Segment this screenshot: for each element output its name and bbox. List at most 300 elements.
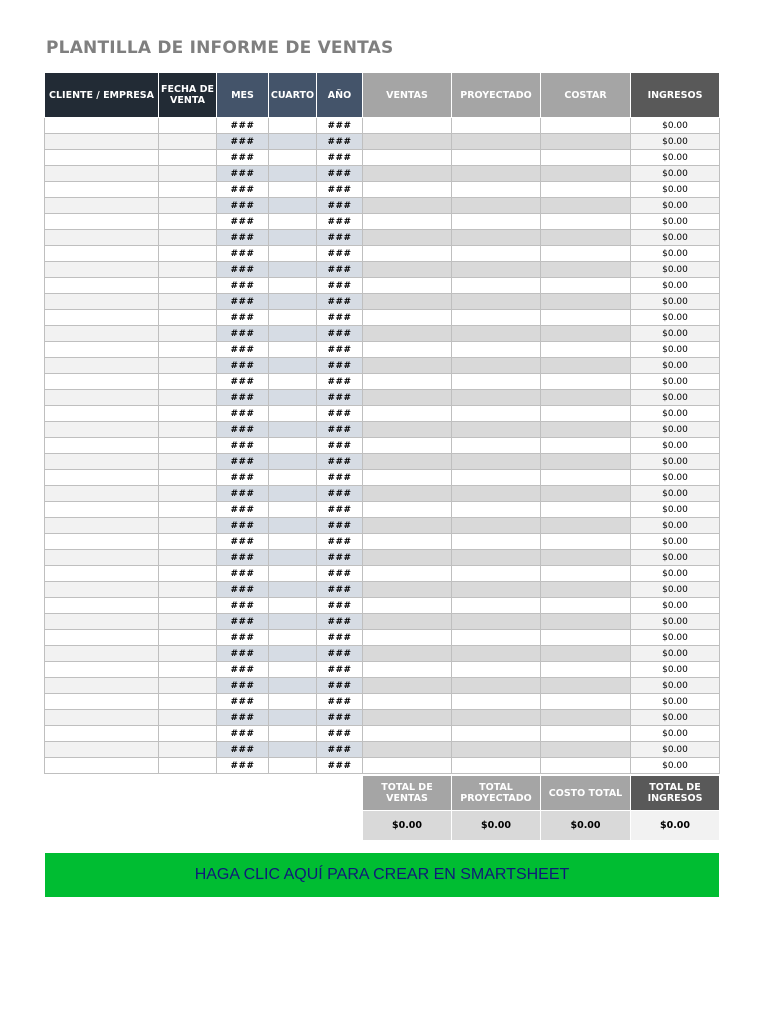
cell-costar[interactable] — [541, 166, 631, 182]
cell-cuarto[interactable] — [269, 374, 317, 390]
cell-mes[interactable]: ### — [217, 502, 269, 518]
header-fecha[interactable]: FECHA DE VENTA — [159, 73, 217, 118]
cell-anio[interactable]: ### — [317, 726, 363, 742]
cell-ventas[interactable] — [363, 374, 452, 390]
cell-mes[interactable]: ### — [217, 550, 269, 566]
cell-anio[interactable]: ### — [317, 614, 363, 630]
cell-cuarto[interactable] — [269, 358, 317, 374]
cell-mes[interactable]: ### — [217, 534, 269, 550]
cell-ingresos[interactable]: $0.00 — [631, 118, 720, 134]
cell-cuarto[interactable] — [269, 198, 317, 214]
cell-proyectado[interactable] — [452, 470, 541, 486]
cell-cliente[interactable] — [45, 326, 159, 342]
cell-cuarto[interactable] — [269, 678, 317, 694]
cell-proyectado[interactable] — [452, 230, 541, 246]
cell-mes[interactable]: ### — [217, 678, 269, 694]
cell-anio[interactable]: ### — [317, 758, 363, 774]
cell-costar[interactable] — [541, 646, 631, 662]
header-anio[interactable]: AÑO — [317, 73, 363, 118]
cell-cuarto[interactable] — [269, 390, 317, 406]
cell-ingresos[interactable]: $0.00 — [631, 198, 720, 214]
cell-proyectado[interactable] — [452, 454, 541, 470]
cell-fecha[interactable] — [159, 518, 217, 534]
cell-ingresos[interactable]: $0.00 — [631, 614, 720, 630]
cell-cuarto[interactable] — [269, 214, 317, 230]
cell-fecha[interactable] — [159, 198, 217, 214]
cell-ingresos[interactable]: $0.00 — [631, 230, 720, 246]
cell-ventas[interactable] — [363, 182, 452, 198]
cell-mes[interactable]: ### — [217, 742, 269, 758]
cell-fecha[interactable] — [159, 438, 217, 454]
cell-fecha[interactable] — [159, 630, 217, 646]
cell-costar[interactable] — [541, 134, 631, 150]
cell-ventas[interactable] — [363, 550, 452, 566]
cell-mes[interactable]: ### — [217, 118, 269, 134]
cell-costar[interactable] — [541, 310, 631, 326]
cell-proyectado[interactable] — [452, 758, 541, 774]
cell-fecha[interactable] — [159, 246, 217, 262]
cell-fecha[interactable] — [159, 646, 217, 662]
cell-anio[interactable]: ### — [317, 150, 363, 166]
cell-costar[interactable] — [541, 518, 631, 534]
cell-costar[interactable] — [541, 182, 631, 198]
cell-costar[interactable] — [541, 342, 631, 358]
cell-cliente[interactable] — [45, 534, 159, 550]
cell-anio[interactable]: ### — [317, 246, 363, 262]
cell-fecha[interactable] — [159, 406, 217, 422]
cell-anio[interactable]: ### — [317, 182, 363, 198]
cell-ingresos[interactable]: $0.00 — [631, 582, 720, 598]
cell-ingresos[interactable]: $0.00 — [631, 438, 720, 454]
cell-ventas[interactable] — [363, 134, 452, 150]
cell-ingresos[interactable]: $0.00 — [631, 214, 720, 230]
cell-costar[interactable] — [541, 614, 631, 630]
cell-anio[interactable]: ### — [317, 518, 363, 534]
cell-costar[interactable] — [541, 390, 631, 406]
cell-ingresos[interactable]: $0.00 — [631, 374, 720, 390]
cell-costar[interactable] — [541, 486, 631, 502]
cell-cuarto[interactable] — [269, 406, 317, 422]
cell-cliente[interactable] — [45, 438, 159, 454]
cell-mes[interactable]: ### — [217, 326, 269, 342]
cell-cuarto[interactable] — [269, 742, 317, 758]
cell-fecha[interactable] — [159, 422, 217, 438]
cell-fecha[interactable] — [159, 118, 217, 134]
cell-anio[interactable]: ### — [317, 134, 363, 150]
cell-cuarto[interactable] — [269, 534, 317, 550]
cell-cuarto[interactable] — [269, 246, 317, 262]
cell-costar[interactable] — [541, 694, 631, 710]
cell-costar[interactable] — [541, 470, 631, 486]
cell-costar[interactable] — [541, 758, 631, 774]
total-proyectado-value[interactable]: $0.00 — [452, 811, 541, 841]
cell-mes[interactable]: ### — [217, 278, 269, 294]
cell-cliente[interactable] — [45, 166, 159, 182]
cell-costar[interactable] — [541, 502, 631, 518]
cell-proyectado[interactable] — [452, 342, 541, 358]
cell-mes[interactable]: ### — [217, 134, 269, 150]
cell-ventas[interactable] — [363, 406, 452, 422]
cell-mes[interactable]: ### — [217, 358, 269, 374]
cell-cliente[interactable] — [45, 422, 159, 438]
cell-ventas[interactable] — [363, 118, 452, 134]
cell-costar[interactable] — [541, 630, 631, 646]
cell-fecha[interactable] — [159, 390, 217, 406]
cell-cliente[interactable] — [45, 646, 159, 662]
cell-cliente[interactable] — [45, 742, 159, 758]
cell-ingresos[interactable]: $0.00 — [631, 550, 720, 566]
cell-ventas[interactable] — [363, 710, 452, 726]
cell-ingresos[interactable]: $0.00 — [631, 294, 720, 310]
cell-cliente[interactable] — [45, 150, 159, 166]
cell-mes[interactable]: ### — [217, 262, 269, 278]
total-ventas-value[interactable]: $0.00 — [363, 811, 452, 841]
cell-cliente[interactable] — [45, 662, 159, 678]
cell-anio[interactable]: ### — [317, 630, 363, 646]
cell-mes[interactable]: ### — [217, 646, 269, 662]
cell-costar[interactable] — [541, 326, 631, 342]
cell-cliente[interactable] — [45, 310, 159, 326]
cell-ingresos[interactable]: $0.00 — [631, 454, 720, 470]
cell-proyectado[interactable] — [452, 310, 541, 326]
cell-ingresos[interactable]: $0.00 — [631, 422, 720, 438]
cell-ingresos[interactable]: $0.00 — [631, 406, 720, 422]
cell-mes[interactable]: ### — [217, 486, 269, 502]
cell-fecha[interactable] — [159, 374, 217, 390]
cell-ventas[interactable] — [363, 502, 452, 518]
cell-mes[interactable]: ### — [217, 230, 269, 246]
cell-proyectado[interactable] — [452, 678, 541, 694]
cell-costar[interactable] — [541, 598, 631, 614]
cell-fecha[interactable] — [159, 294, 217, 310]
cell-costar[interactable] — [541, 742, 631, 758]
cell-cliente[interactable] — [45, 246, 159, 262]
cell-cuarto[interactable] — [269, 710, 317, 726]
cell-ventas[interactable] — [363, 422, 452, 438]
cell-proyectado[interactable] — [452, 374, 541, 390]
cell-ventas[interactable] — [363, 742, 452, 758]
cell-cuarto[interactable] — [269, 326, 317, 342]
cell-ventas[interactable] — [363, 310, 452, 326]
header-cuarto[interactable]: CUARTO — [269, 73, 317, 118]
cell-fecha[interactable] — [159, 278, 217, 294]
cell-cliente[interactable] — [45, 198, 159, 214]
cell-cliente[interactable] — [45, 598, 159, 614]
cell-anio[interactable]: ### — [317, 454, 363, 470]
cell-cliente[interactable] — [45, 758, 159, 774]
cell-cuarto[interactable] — [269, 118, 317, 134]
cell-cuarto[interactable] — [269, 454, 317, 470]
cell-cuarto[interactable] — [269, 422, 317, 438]
cell-costar[interactable] — [541, 262, 631, 278]
cell-proyectado[interactable] — [452, 710, 541, 726]
cell-anio[interactable]: ### — [317, 406, 363, 422]
cell-ingresos[interactable]: $0.00 — [631, 598, 720, 614]
cell-anio[interactable]: ### — [317, 646, 363, 662]
cell-costar[interactable] — [541, 118, 631, 134]
cell-ventas[interactable] — [363, 582, 452, 598]
cell-ventas[interactable] — [363, 438, 452, 454]
cell-anio[interactable]: ### — [317, 294, 363, 310]
cell-proyectado[interactable] — [452, 662, 541, 678]
cell-mes[interactable]: ### — [217, 662, 269, 678]
cell-ventas[interactable] — [363, 662, 452, 678]
cell-mes[interactable]: ### — [217, 422, 269, 438]
total-ingresos-value[interactable]: $0.00 — [631, 811, 720, 841]
cell-cliente[interactable] — [45, 630, 159, 646]
cell-cliente[interactable] — [45, 182, 159, 198]
cell-proyectado[interactable] — [452, 118, 541, 134]
cell-proyectado[interactable] — [452, 726, 541, 742]
cell-proyectado[interactable] — [452, 214, 541, 230]
cell-cuarto[interactable] — [269, 342, 317, 358]
cell-ventas[interactable] — [363, 166, 452, 182]
cell-fecha[interactable] — [159, 454, 217, 470]
cell-fecha[interactable] — [159, 486, 217, 502]
header-proyectado[interactable]: PROYECTADO — [452, 73, 541, 118]
cell-mes[interactable]: ### — [217, 582, 269, 598]
cell-cliente[interactable] — [45, 614, 159, 630]
cell-cuarto[interactable] — [269, 646, 317, 662]
cell-anio[interactable]: ### — [317, 742, 363, 758]
cell-costar[interactable] — [541, 358, 631, 374]
cell-anio[interactable]: ### — [317, 326, 363, 342]
cell-fecha[interactable] — [159, 726, 217, 742]
cell-fecha[interactable] — [159, 166, 217, 182]
cell-ventas[interactable] — [363, 630, 452, 646]
header-cliente[interactable]: CLIENTE / EMPRESA — [45, 73, 159, 118]
cell-anio[interactable]: ### — [317, 710, 363, 726]
cell-mes[interactable]: ### — [217, 150, 269, 166]
cell-cliente[interactable] — [45, 342, 159, 358]
cell-cliente[interactable] — [45, 358, 159, 374]
cell-ventas[interactable] — [363, 278, 452, 294]
cell-costar[interactable] — [541, 710, 631, 726]
cell-cuarto[interactable] — [269, 470, 317, 486]
cell-fecha[interactable] — [159, 182, 217, 198]
cell-fecha[interactable] — [159, 214, 217, 230]
cell-proyectado[interactable] — [452, 326, 541, 342]
cell-proyectado[interactable] — [452, 406, 541, 422]
cell-costar[interactable] — [541, 150, 631, 166]
cell-costar[interactable] — [541, 566, 631, 582]
cell-ventas[interactable] — [363, 230, 452, 246]
cell-ventas[interactable] — [363, 454, 452, 470]
cell-fecha[interactable] — [159, 358, 217, 374]
cell-ventas[interactable] — [363, 358, 452, 374]
cell-fecha[interactable] — [159, 326, 217, 342]
cell-ingresos[interactable]: $0.00 — [631, 486, 720, 502]
cell-anio[interactable]: ### — [317, 582, 363, 598]
cell-ventas[interactable] — [363, 614, 452, 630]
cell-cuarto[interactable] — [269, 182, 317, 198]
cell-fecha[interactable] — [159, 758, 217, 774]
cell-proyectado[interactable] — [452, 358, 541, 374]
cell-proyectado[interactable] — [452, 166, 541, 182]
cell-cliente[interactable] — [45, 694, 159, 710]
cell-mes[interactable]: ### — [217, 246, 269, 262]
cell-ingresos[interactable]: $0.00 — [631, 502, 720, 518]
cell-anio[interactable]: ### — [317, 118, 363, 134]
cell-mes[interactable]: ### — [217, 294, 269, 310]
cell-cuarto[interactable] — [269, 726, 317, 742]
cell-mes[interactable]: ### — [217, 214, 269, 230]
cell-fecha[interactable] — [159, 694, 217, 710]
cell-costar[interactable] — [541, 534, 631, 550]
cell-anio[interactable]: ### — [317, 214, 363, 230]
cell-mes[interactable]: ### — [217, 758, 269, 774]
cell-costar[interactable] — [541, 246, 631, 262]
cell-anio[interactable]: ### — [317, 374, 363, 390]
cell-ventas[interactable] — [363, 262, 452, 278]
cell-fecha[interactable] — [159, 710, 217, 726]
cell-fecha[interactable] — [159, 582, 217, 598]
cell-anio[interactable]: ### — [317, 198, 363, 214]
cell-costar[interactable] — [541, 662, 631, 678]
cell-cliente[interactable] — [45, 214, 159, 230]
cell-ingresos[interactable]: $0.00 — [631, 342, 720, 358]
cell-fecha[interactable] — [159, 534, 217, 550]
cell-mes[interactable]: ### — [217, 470, 269, 486]
cell-mes[interactable]: ### — [217, 198, 269, 214]
cell-proyectado[interactable] — [452, 694, 541, 710]
cell-anio[interactable]: ### — [317, 390, 363, 406]
cell-fecha[interactable] — [159, 566, 217, 582]
cell-cliente[interactable] — [45, 566, 159, 582]
cell-cuarto[interactable] — [269, 614, 317, 630]
cell-cliente[interactable] — [45, 678, 159, 694]
cell-costar[interactable] — [541, 678, 631, 694]
cell-mes[interactable]: ### — [217, 374, 269, 390]
cell-cliente[interactable] — [45, 294, 159, 310]
cell-cuarto[interactable] — [269, 662, 317, 678]
cell-costar[interactable] — [541, 278, 631, 294]
cell-fecha[interactable] — [159, 150, 217, 166]
cell-ingresos[interactable]: $0.00 — [631, 326, 720, 342]
cell-cliente[interactable] — [45, 710, 159, 726]
cell-ingresos[interactable]: $0.00 — [631, 534, 720, 550]
cell-cuarto[interactable] — [269, 630, 317, 646]
cell-anio[interactable]: ### — [317, 550, 363, 566]
cell-mes[interactable]: ### — [217, 598, 269, 614]
cell-cuarto[interactable] — [269, 230, 317, 246]
cell-mes[interactable]: ### — [217, 438, 269, 454]
cell-ingresos[interactable]: $0.00 — [631, 518, 720, 534]
cell-ingresos[interactable]: $0.00 — [631, 358, 720, 374]
cell-proyectado[interactable] — [452, 566, 541, 582]
cell-proyectado[interactable] — [452, 438, 541, 454]
cell-ingresos[interactable]: $0.00 — [631, 742, 720, 758]
cell-proyectado[interactable] — [452, 422, 541, 438]
cell-ingresos[interactable]: $0.00 — [631, 278, 720, 294]
cell-ventas[interactable] — [363, 566, 452, 582]
cell-costar[interactable] — [541, 422, 631, 438]
cell-anio[interactable]: ### — [317, 694, 363, 710]
cell-cliente[interactable] — [45, 486, 159, 502]
cell-anio[interactable]: ### — [317, 166, 363, 182]
cell-proyectado[interactable] — [452, 614, 541, 630]
cell-mes[interactable]: ### — [217, 566, 269, 582]
cell-cliente[interactable] — [45, 518, 159, 534]
cell-fecha[interactable] — [159, 662, 217, 678]
cell-ingresos[interactable]: $0.00 — [631, 726, 720, 742]
cell-costar[interactable] — [541, 406, 631, 422]
cell-proyectado[interactable] — [452, 502, 541, 518]
cell-anio[interactable]: ### — [317, 566, 363, 582]
cell-ventas[interactable] — [363, 598, 452, 614]
cell-cliente[interactable] — [45, 470, 159, 486]
cell-fecha[interactable] — [159, 502, 217, 518]
cell-ingresos[interactable]: $0.00 — [631, 694, 720, 710]
cell-ventas[interactable] — [363, 150, 452, 166]
cell-ingresos[interactable]: $0.00 — [631, 662, 720, 678]
cell-cuarto[interactable] — [269, 166, 317, 182]
cell-proyectado[interactable] — [452, 294, 541, 310]
cell-anio[interactable]: ### — [317, 278, 363, 294]
cell-cuarto[interactable] — [269, 598, 317, 614]
cell-cuarto[interactable] — [269, 758, 317, 774]
cell-ingresos[interactable]: $0.00 — [631, 630, 720, 646]
cell-costar[interactable] — [541, 438, 631, 454]
header-ventas[interactable]: VENTAS — [363, 73, 452, 118]
cell-cliente[interactable] — [45, 118, 159, 134]
cell-fecha[interactable] — [159, 550, 217, 566]
cell-anio[interactable]: ### — [317, 230, 363, 246]
cell-costar[interactable] — [541, 374, 631, 390]
cell-ventas[interactable] — [363, 758, 452, 774]
cell-proyectado[interactable] — [452, 278, 541, 294]
cell-cuarto[interactable] — [269, 518, 317, 534]
cell-ventas[interactable] — [363, 342, 452, 358]
cell-cuarto[interactable] — [269, 262, 317, 278]
cell-fecha[interactable] — [159, 678, 217, 694]
cell-ingresos[interactable]: $0.00 — [631, 310, 720, 326]
cell-mes[interactable]: ### — [217, 342, 269, 358]
cell-mes[interactable]: ### — [217, 182, 269, 198]
cell-ingresos[interactable]: $0.00 — [631, 182, 720, 198]
cell-ingresos[interactable]: $0.00 — [631, 262, 720, 278]
cell-cuarto[interactable] — [269, 502, 317, 518]
cell-ventas[interactable] — [363, 646, 452, 662]
cell-anio[interactable]: ### — [317, 262, 363, 278]
cell-mes[interactable]: ### — [217, 310, 269, 326]
cell-anio[interactable]: ### — [317, 678, 363, 694]
total-costo-value[interactable]: $0.00 — [541, 811, 631, 841]
cell-mes[interactable]: ### — [217, 726, 269, 742]
cell-fecha[interactable] — [159, 342, 217, 358]
cell-cuarto[interactable] — [269, 694, 317, 710]
cell-fecha[interactable] — [159, 742, 217, 758]
cell-anio[interactable]: ### — [317, 662, 363, 678]
cell-cliente[interactable] — [45, 390, 159, 406]
cell-proyectado[interactable] — [452, 182, 541, 198]
cell-proyectado[interactable] — [452, 582, 541, 598]
cell-fecha[interactable] — [159, 134, 217, 150]
cell-anio[interactable]: ### — [317, 422, 363, 438]
cell-mes[interactable]: ### — [217, 518, 269, 534]
cell-ingresos[interactable]: $0.00 — [631, 678, 720, 694]
cell-mes[interactable]: ### — [217, 406, 269, 422]
cell-mes[interactable]: ### — [217, 710, 269, 726]
header-ingresos[interactable]: INGRESOS — [631, 73, 720, 118]
cell-costar[interactable] — [541, 726, 631, 742]
cell-cliente[interactable] — [45, 454, 159, 470]
cell-proyectado[interactable] — [452, 246, 541, 262]
cell-cuarto[interactable] — [269, 582, 317, 598]
cell-cliente[interactable] — [45, 230, 159, 246]
cell-ventas[interactable] — [363, 470, 452, 486]
cell-ventas[interactable] — [363, 246, 452, 262]
